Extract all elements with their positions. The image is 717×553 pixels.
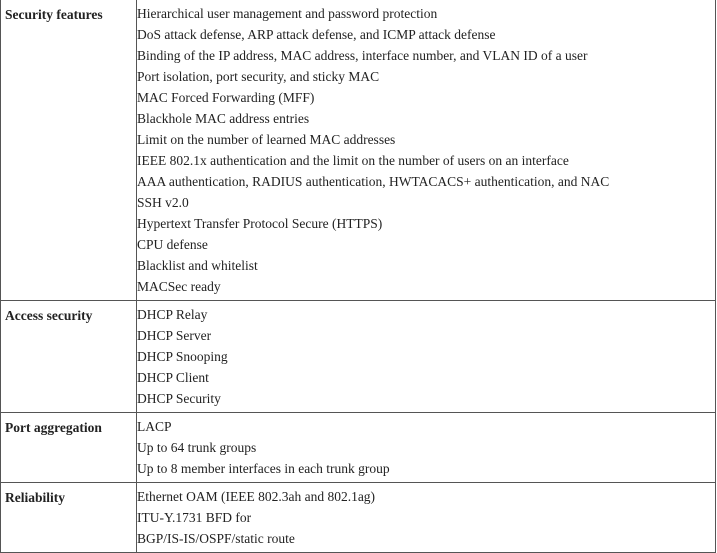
row-label-access-security: Access security xyxy=(1,301,137,413)
list-item: DHCP Snooping xyxy=(137,349,228,364)
row-label-port-aggregation: Port aggregation xyxy=(1,413,137,483)
list-item: Hierarchical user management and password protection xyxy=(137,6,438,21)
table-row-port-aggregation xyxy=(1,413,716,483)
list-item: Limit on the number of learned MAC addresses xyxy=(137,132,396,147)
list-item: DoS attack defense, ARP attack defense, and ICMP attack defense xyxy=(137,27,496,42)
spec-table-body xyxy=(1,0,716,553)
list-item: SSH v2.0 xyxy=(137,195,189,210)
list-item: DHCP Client xyxy=(137,370,209,385)
list-item: IEEE 802.1x authentication and the limit on the number of users on an interface xyxy=(137,153,569,168)
list-item: MACSec ready xyxy=(137,279,221,294)
row-values-access-security xyxy=(137,301,716,413)
table-row-access-security xyxy=(1,301,716,413)
list-item: ITU-Y.1731 BFD for xyxy=(137,510,252,525)
list-item: Blacklist and whitelist xyxy=(137,258,258,273)
list-item: Port isolation, port security, and sticky MAC xyxy=(137,69,380,84)
row-values-port-aggregation xyxy=(137,413,716,483)
table-row-reliability xyxy=(1,483,716,553)
list-item: CPU defense xyxy=(137,237,208,252)
list-item: AAA authentication, RADIUS authentication, HWTACACS+ authentication, and NAC xyxy=(137,174,610,189)
list-item: Blackhole MAC address entries xyxy=(137,111,310,126)
row-values-security-features xyxy=(137,0,716,301)
list-item: Hypertext Transfer Protocol Secure (HTTPS) xyxy=(137,216,383,231)
list-item: Up to 8 member interfaces in each trunk group xyxy=(137,461,390,476)
list-item: DHCP Relay xyxy=(137,307,208,322)
row-label-reliability: Reliability xyxy=(1,483,137,553)
list-item: MAC Forced Forwarding (MFF) xyxy=(137,90,315,105)
list-item: LACP xyxy=(137,419,172,434)
list-item: Ethernet OAM (IEEE 802.3ah and 802.1ag) xyxy=(137,489,376,504)
row-values-reliability xyxy=(137,483,716,553)
list-item: Up to 64 trunk groups xyxy=(137,440,257,455)
list-item: DHCP Server xyxy=(137,328,212,343)
list-item: BGP/IS-IS/OSPF/static route xyxy=(137,531,295,546)
row-label-security-features: Security features xyxy=(1,0,137,301)
table-row-security-features xyxy=(1,0,716,301)
list-item: DHCP Security xyxy=(137,391,221,406)
list-item: Binding of the IP address, MAC address, interface number, and VLAN ID of a user xyxy=(137,48,588,63)
